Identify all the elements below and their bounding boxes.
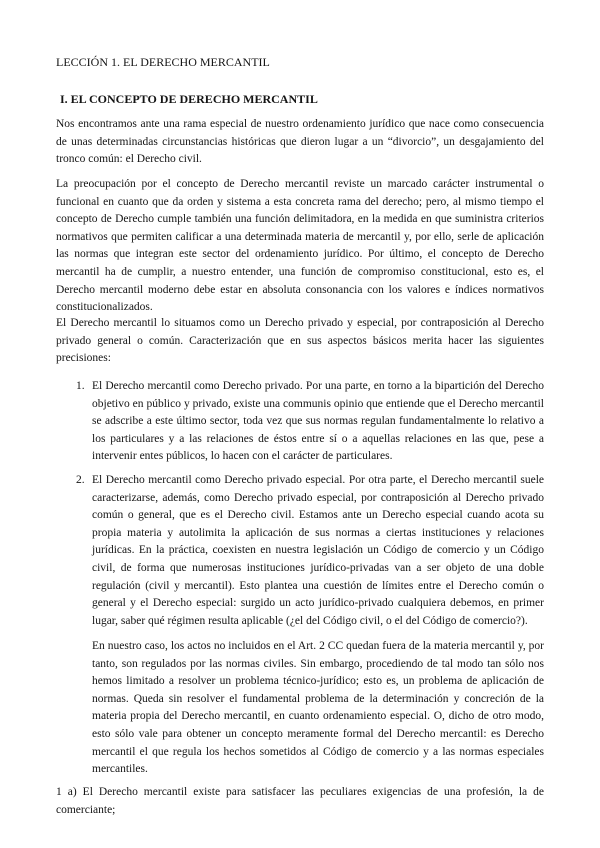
concept-paragraph: La preocupación por el concepto de Derecho mercantil reviste un marcado carácter instrumental o funcional en cuanto que da orden y sistema a esta concreta rama del derecho; pero, al mismo tiempo el concepto de Derecho cumple también una función delimitadora, en la medida en que suministra criterios normativos que permiten calificar a una determinada materia de mercantil y, por ello, serle de aplicación las normas que integran este sector del ordenamiento jurídico. Por último, el concepto de Derecho mercantil ha de cumplir, a nuestro entender, una función de compromiso constitucional, esto es, el Derecho mercantil moderno debe estar en absoluta consonancia con los valores e índices normativos constitucionalizados. [56, 178, 544, 314]
list-item-number: 1. [76, 380, 85, 392]
list-item-text: El Derecho mercantil como Derecho privado. Por una parte, en torno a la bipartición del Derecho objetivo en público y privado, existe una communis opinio que entiende que el Derecho mercantil se adscribe a este último sector, toda vez que sus normas regulan fundamentalmente lo relativo a los particulares y a las relaciones de éstos entre sí o a aquellas relaciones en las que, pese a intervenir entes públicos, lo hacen con el carácter de particulares. [92, 380, 544, 463]
characterization-paragraph: El Derecho mercantil lo situamos como un Derecho privado y especial, por contraposición al Derecho privado general o común. Caracterización que en sus aspectos básicos merita hacer las siguientes precisiones: [56, 317, 544, 365]
section-heading: I. EL CONCEPTO DE DERECHO MERCANTIL [60, 92, 318, 106]
indented-paragraph: En nuestro caso, los actos no incluidos en el Art. 2 CC quedan fuera de la materia mercantil y, por tanto, son regulados por las normas civiles. Sin embargo, procediendo de tal modo tan sólo nos hemos limitado a resolver un problema técnico-jurídico; esto es, un problema de aplicación de normas. Queda sin resolver el fundamental problema de la determinación y concreción de la materia propia del Derecho mercantil, en cuanto ordenamiento especial. O, dicho de otro modo, esto sólo vale para obtener un concepto meramente formal del Derecho mercantil: es Derecho mercantil el que regula los hechos sometidos al Código de comercio y a las normas especiales mercantiles. [92, 640, 544, 776]
list-item-text: El Derecho mercantil como Derecho privado especial. Por otra parte, el Derecho mercantil suele caracterizarse, además, como Derecho privado especial, por contraposición al Derecho privado común o general, que es el Derecho civil. Estamos ante un Derecho especial cuando acota su propia materia y autolimita la aplicación de sus normas a ciertas instituciones y relaciones jurídicas. En la práctica, coexisten en nuestra legislación un Código de comercio y un Código civil, de forma que numerosas instituciones jurídico-privadas van a ser objeto de una doble regulación (civil y mercantil). Esto plantea una cuestión de límites entre el Derecho común o general y el Derecho especial: surgido un acto jurídico-privado cualquiera debemos, en primer lugar, saber qué régimen resulta aplicable (¿el del Código civil, o el del Código de comercio?). [92, 474, 544, 627]
list-item-number: 2. [76, 474, 85, 486]
intro-paragraph: Nos encontramos ante una rama especial de nuestro ordenamiento jurídico que nace como consecuencia de unas determinadas circunstancias históricas que dieron lugar a un “divorcio”, un desgajamiento del tronco común: el Derecho civil. [56, 118, 544, 166]
lesson-title: LECCIÓN 1. EL DERECHO MERCANTIL [56, 55, 270, 69]
final-paragraph: 1 a) El Derecho mercantil existe para satisfacer las peculiares exigencias de una profesión, la de comerciante; [56, 786, 544, 816]
